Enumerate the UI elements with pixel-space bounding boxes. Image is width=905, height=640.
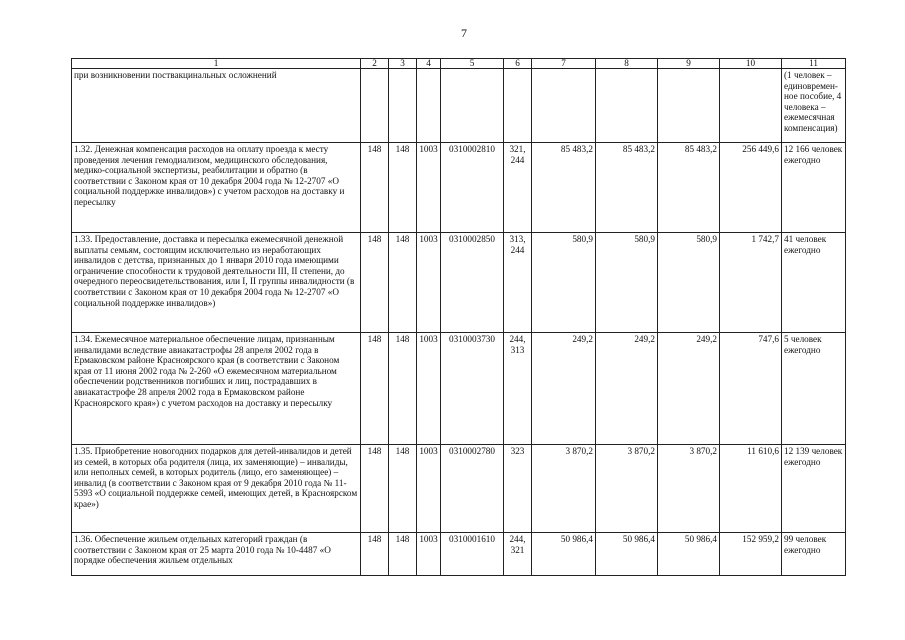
cell-code: 148 [389, 333, 417, 445]
col-header: 11 [782, 59, 846, 69]
cell-code: 0310002780 [441, 445, 504, 533]
cell-code: 148 [361, 445, 389, 533]
cell-code: 244, 313 [504, 333, 532, 445]
cell-amount: 249,2 [532, 333, 596, 445]
cell-code: 148 [389, 533, 417, 576]
row-description: 1.33. Предоставление, доставка и пересылка ежемесячной денежной выплаты семьям, состоящим исключительно из неработающих инвалидов с детства, признанных до 1 января 2010 года имеющими ограничение способности к трудовой деятельности III, II степени, до очередного переосвидетельствования, или I, II группы инвалидности (в соответствии с Законом края от 10 декабря 2004 года № 12-2707 «О социальной поддержке инвалидов») [72, 233, 361, 333]
table-row [72, 333, 846, 445]
cell-code: 0310002810 [441, 143, 504, 233]
row-description: 1.34. Ежемесячное материальное обеспечение лицам, признанным инвалидами вследствие авиакатастрофы 28 апреля 2002 года в Ермаковском районе Красноярского края (в соответствии с Законом края от 11 июня 2002 года № 2-260 «О ежемесячном материальном обеспечении родственников погибших и лиц, пострадавших в авиакатастрофе 28 апреля 2002 года в Ермаковском районе Красноярского края») с учетом расходов на доставку и пересылку [72, 333, 361, 445]
row-description: 1.32. Денежная компенсация расходов на оплату проезда к месту проведения лечения гемодиализом, медицинского обследования, медико-социальной экспертизы, реабилитации и обратно (в соответствии с Законом края от 10 декабря 2004 года № 12-2707 «О социальной поддержке инвалидов») с учетом расходов на доставку и пересылку [72, 143, 361, 233]
cell-code [389, 69, 417, 143]
table-row [72, 143, 846, 233]
col-header: 8 [596, 59, 658, 69]
cell-code: 148 [361, 233, 389, 333]
col-header: 4 [417, 59, 441, 69]
cell-code: 323 [504, 445, 532, 533]
cell-code: 148 [361, 533, 389, 576]
table-row [72, 445, 846, 533]
cell-note: 41 человек ежегодно [782, 233, 846, 333]
cell-amount [658, 69, 720, 143]
row-description: 1.35. Приобретение новогодних подарков для детей-инвалидов и детей из семей, в которых оба родителя (лица, их заменяющие) – инвалиды, или неполных семей, в которых родитель (лицо, его заменяющее) – инвалид (в соответствии с Законом края от 9 декабря 2010 года № 11-5393 «О социальной поддержке семей, имеющих детей, в Красноярском крае») [72, 445, 361, 533]
table-row [72, 533, 846, 576]
cell-code [504, 69, 532, 143]
cell-amount: 85 483,2 [596, 143, 658, 233]
cell-amount: 11 610,6 [720, 445, 782, 533]
cell-code: 1003 [417, 533, 441, 576]
cell-code: 148 [389, 143, 417, 233]
cell-code: 0310001610 [441, 533, 504, 576]
cell-code [417, 69, 441, 143]
cell-amount [596, 69, 658, 143]
cell-code [361, 69, 389, 143]
cell-code: 1003 [417, 233, 441, 333]
row-description: при возникновении поствакцинальных осложнений [72, 69, 361, 143]
col-header: 10 [720, 59, 782, 69]
cell-amount: 256 449,6 [720, 143, 782, 233]
cell-note: 99 человек ежегодно [782, 533, 846, 576]
cell-amount: 152 959,2 [720, 533, 782, 576]
cell-code [441, 69, 504, 143]
cell-amount: 580,9 [658, 233, 720, 333]
page-number: 7 [461, 26, 467, 40]
cell-amount: 50 986,4 [532, 533, 596, 576]
cell-amount: 50 986,4 [658, 533, 720, 576]
cell-code: 313, 244 [504, 233, 532, 333]
cell-note: 5 человек ежегодно [782, 333, 846, 445]
cell-amount: 249,2 [658, 333, 720, 445]
col-header: 1 [72, 59, 361, 69]
cell-amount: 580,9 [532, 233, 596, 333]
col-header: 7 [532, 59, 596, 69]
cell-amount [532, 69, 596, 143]
cell-amount: 85 483,2 [532, 143, 596, 233]
cell-code: 1003 [417, 333, 441, 445]
col-header: 6 [504, 59, 532, 69]
cell-code: 244, 321 [504, 533, 532, 576]
cell-code: 1003 [417, 445, 441, 533]
row-description: 1.36. Обеспечение жильем отдельных категорий граждан (в соответствии с Законом края от 25 марта 2010 года № 10-4487 «О порядке обеспечения жильем отдельных [72, 533, 361, 576]
cell-amount: 747,6 [720, 333, 782, 445]
header-row [72, 59, 846, 69]
col-header: 9 [658, 59, 720, 69]
cell-code: 1003 [417, 143, 441, 233]
col-header: 3 [389, 59, 417, 69]
table-row [72, 69, 846, 143]
cell-note: 12 139 человек ежегодно [782, 445, 846, 533]
cell-note: (1 человек – единовремен-ное пособие, 4 человека – ежемесячная компенсация) [782, 69, 846, 143]
cell-code: 148 [361, 143, 389, 233]
col-header: 5 [441, 59, 504, 69]
col-header: 2 [361, 59, 389, 69]
cell-amount: 580,9 [596, 233, 658, 333]
table-row [72, 233, 846, 333]
cell-amount: 3 870,2 [596, 445, 658, 533]
cell-code: 321, 244 [504, 143, 532, 233]
cell-code: 0310002850 [441, 233, 504, 333]
budget-table [71, 58, 846, 576]
cell-amount: 3 870,2 [532, 445, 596, 533]
cell-code: 148 [389, 233, 417, 333]
cell-amount: 50 986,4 [596, 533, 658, 576]
cell-code: 0310003730 [441, 333, 504, 445]
cell-note: 12 166 человек ежегодно [782, 143, 846, 233]
cell-amount: 249,2 [596, 333, 658, 445]
cell-code: 148 [389, 445, 417, 533]
cell-amount [720, 69, 782, 143]
cell-amount: 3 870,2 [658, 445, 720, 533]
cell-amount: 1 742,7 [720, 233, 782, 333]
cell-amount: 85 483,2 [658, 143, 720, 233]
cell-code: 148 [361, 333, 389, 445]
